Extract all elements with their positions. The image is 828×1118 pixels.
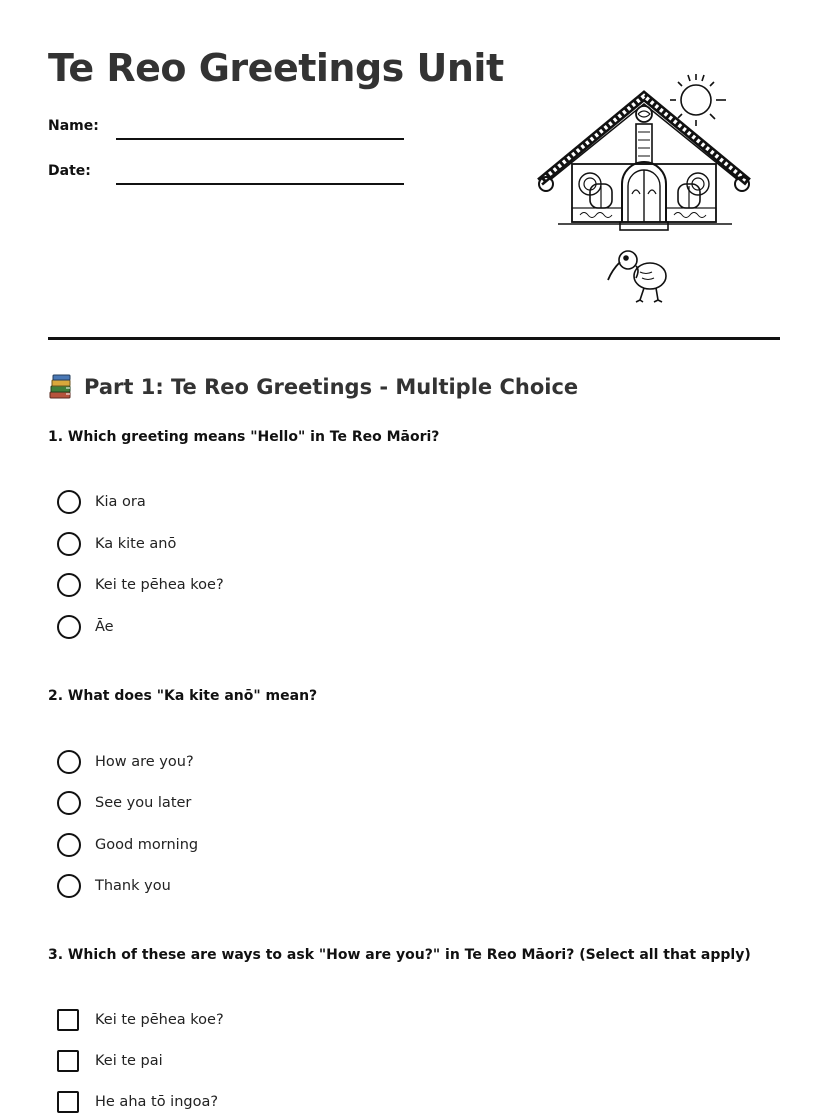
name-label: Name: bbox=[48, 118, 99, 134]
option-label: Ka kite anō bbox=[95, 536, 177, 552]
wharenui-illustration bbox=[532, 66, 752, 306]
option-q2-1[interactable] bbox=[57, 750, 194, 774]
radio-button[interactable] bbox=[57, 791, 81, 815]
option-label: Kia ora bbox=[95, 494, 146, 510]
option-label: Kei te pēhea koe? bbox=[95, 1012, 224, 1028]
kiwi-bird-icon bbox=[608, 251, 666, 302]
option-q1-2[interactable] bbox=[57, 532, 176, 556]
option-q2-3[interactable] bbox=[57, 833, 198, 857]
checkbox[interactable] bbox=[57, 1050, 79, 1072]
name-field[interactable] bbox=[116, 138, 404, 140]
radio-button[interactable] bbox=[57, 573, 81, 597]
checkbox[interactable] bbox=[57, 1091, 79, 1113]
option-q1-3[interactable] bbox=[57, 573, 224, 597]
option-label: Thank you bbox=[95, 878, 171, 894]
option-q1-1[interactable] bbox=[57, 490, 146, 514]
section-title-part1 bbox=[48, 374, 578, 400]
section-title-text: Part 1: Te Reo Greetings - Multiple Choice bbox=[84, 375, 579, 399]
option-label: Āe bbox=[95, 619, 114, 635]
radio-button[interactable] bbox=[57, 874, 81, 898]
question-2: 2. What does "Ka kite anō" mean? bbox=[48, 688, 318, 704]
checkbox[interactable] bbox=[57, 1009, 79, 1031]
page-title: Te Reo Greetings Unit bbox=[48, 46, 504, 90]
date-label: Date: bbox=[48, 163, 91, 179]
radio-button[interactable] bbox=[57, 615, 81, 639]
date-field[interactable] bbox=[116, 183, 404, 185]
option-label: See you later bbox=[95, 795, 192, 811]
wharenui-icon bbox=[539, 96, 749, 230]
question-3: 3. Which of these are ways to ask "How are you?" in Te Reo Māori? (Select all that apply) bbox=[48, 947, 751, 963]
sun-icon bbox=[670, 74, 726, 126]
option-label: Kei te pēhea koe? bbox=[95, 577, 224, 593]
option-q1-4[interactable] bbox=[57, 615, 114, 639]
option-label: Kei te pai bbox=[95, 1053, 163, 1069]
option-q3-3[interactable] bbox=[57, 1091, 218, 1113]
option-label: How are you? bbox=[95, 754, 194, 770]
option-label: He aha tō ingoa? bbox=[95, 1094, 219, 1110]
radio-button[interactable] bbox=[57, 490, 81, 514]
option-q2-2[interactable] bbox=[57, 791, 191, 815]
option-q3-1[interactable] bbox=[57, 1009, 224, 1031]
question-1: 1. Which greeting means "Hello" in Te Reo Māori? bbox=[48, 429, 440, 445]
radio-button[interactable] bbox=[57, 750, 81, 774]
radio-button[interactable] bbox=[57, 833, 81, 857]
header-divider bbox=[48, 337, 780, 340]
option-q2-4[interactable] bbox=[57, 874, 171, 898]
option-q3-2[interactable] bbox=[57, 1050, 163, 1072]
books-icon bbox=[48, 374, 74, 400]
option-label: Good morning bbox=[95, 837, 199, 853]
radio-button[interactable] bbox=[57, 532, 81, 556]
